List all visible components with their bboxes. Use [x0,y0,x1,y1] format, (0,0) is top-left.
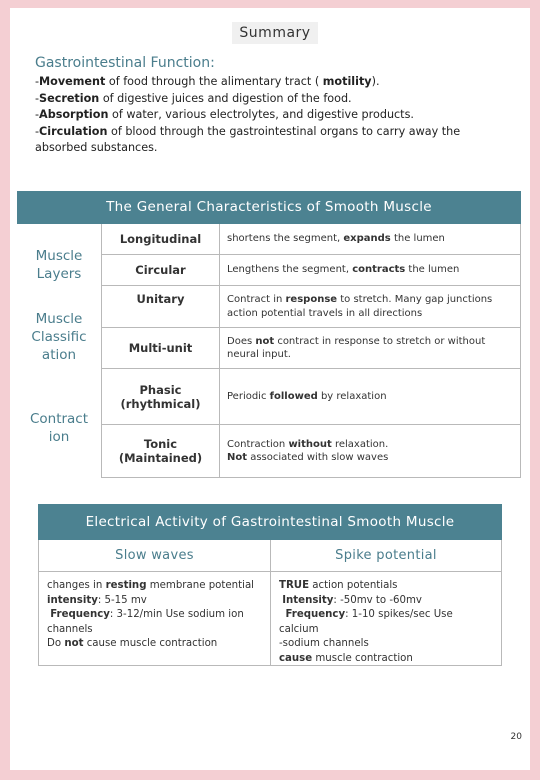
item-keyword: Movement [39,75,106,88]
desc-keyword: Not [227,452,248,463]
col-keyword: Frequency [285,609,346,620]
desc-text: action potential travels in all directions [227,307,423,319]
table-header: Electrical Activity of Gastrointestinal Smooth Muscle [38,504,502,540]
row-name-text: Phasic [139,382,182,397]
row-name-text: Circular [135,263,186,277]
list-item [35,91,515,108]
group-label-line: Muscle [35,311,83,327]
col-text: : 3-12/min Use sodium ion [109,609,244,620]
page-title: Summary [232,22,318,44]
col-keyword: Frequency [50,609,110,620]
col-text: : 1-10 spikes/sec Use calcium [279,609,453,635]
desc-text: relaxation. [331,438,389,450]
col-text: : -50mv to -60mv [333,594,422,606]
row-description [227,255,515,285]
col-keyword: TRUE [279,580,310,591]
row-description [227,425,515,477]
table-header: The General Characteristics of Smooth Muscle [17,191,521,224]
desc-text: Contract in [227,294,286,305]
table-rows [101,224,521,478]
row-name [102,425,220,477]
item-keyword: Absorption [39,108,109,121]
row-name-text: (rhythmical) [120,396,201,411]
column-header: Spike potential [271,540,501,572]
col-text: : 5-15 mv [97,594,147,606]
desc-text: to stretch. Many gap junctions [337,294,493,305]
row-description [227,328,515,368]
table-row [102,224,521,255]
group-label-line: Classific [31,329,87,345]
item-keyword: Circulation [39,124,108,138]
col-text: Do [47,638,65,649]
column-header: Slow waves [39,540,270,572]
col-keyword: Intensity [282,594,334,606]
smooth-muscle-table [17,191,521,478]
desc-text: the lumen [390,233,445,245]
group-label-contraction [17,410,101,446]
item-keyword: Secretion [39,91,100,105]
item-text: of blood through the gastrointestinal organs to carry away the absorbed substances. [35,124,461,154]
row-name [102,369,220,424]
col-keyword: not [64,638,84,649]
row-name-text: Unitary [136,292,185,306]
row-name [102,224,220,254]
page [10,8,530,770]
table-row [102,286,521,328]
gi-function-list [35,74,515,157]
row-name [102,255,220,285]
group-label-line: Contract [29,411,89,427]
bullet: - [35,124,40,138]
bullet: - [35,75,40,88]
item-text: of digestive juices and digestion of the food. [99,91,352,105]
col-text: cause muscle contraction [83,638,218,649]
desc-keyword: not [255,335,275,347]
table-row [102,369,521,425]
row-name-text: Multi-unit [128,341,193,355]
item-text: of water, various electrolytes, and digestive products. [108,108,414,121]
list-item [35,74,515,91]
bullet: - [35,108,40,121]
desc-text: Lengthens the segment, [227,264,353,276]
table-body [17,224,521,478]
desc-text: the lumen [405,264,460,276]
item-keyword: motility [322,75,372,88]
row-name [102,328,220,368]
gi-function-title: Gastrointestinal Function: [35,55,215,71]
desc-text: contract in response to stretch or without [274,335,486,347]
table-row [102,425,521,477]
table-row [102,328,521,369]
group-label-line: ion [48,429,70,445]
desc-text: neural input. [227,349,291,360]
col-text: membrane potential [146,580,255,591]
row-description [227,369,515,424]
desc-text: shortens the segment, [227,233,344,245]
row-name [102,286,220,327]
slow-waves-column [39,540,271,665]
table-row [102,255,521,286]
column-body [271,572,501,666]
row-description [227,286,515,327]
col-keyword: intensity [47,594,98,606]
bullet: - [35,91,40,105]
group-label-line: Muscle [35,248,83,264]
column-body [39,572,270,652]
desc-text: Contraction [227,438,289,450]
page-number: 20 [510,732,522,742]
desc-text: Does [227,335,256,347]
group-label-classification [17,310,101,364]
desc-keyword: without [288,438,332,450]
row-name-text: Tonic [143,437,178,451]
col-text: channels [47,623,93,635]
col-text: action potentials [309,580,398,591]
col-text: changes in [47,580,106,591]
item-text: ). [371,75,380,88]
list-item [35,107,515,124]
table-body [38,540,502,666]
group-label-line: Layers [36,266,82,282]
desc-text: associated with slow waves [247,452,389,463]
desc-keyword: response [285,294,338,305]
desc-keyword: followed [269,390,318,402]
col-text: muscle contraction [312,652,413,664]
list-item [35,124,515,157]
col-keyword: cause [279,652,313,664]
group-label-line: ation [41,347,77,363]
col-keyword: resting [105,580,147,591]
spike-potential-column [271,540,501,665]
group-label-layers [17,247,101,283]
electrical-activity-table [38,504,502,666]
desc-text: by relaxation [317,390,387,402]
row-name-text: (Maintained) [118,451,203,465]
col-text: -sodium channels [279,638,369,649]
row-description [227,224,515,254]
desc-keyword: contracts [352,264,406,276]
desc-text: Periodic [227,390,270,402]
desc-keyword: expands [343,233,391,245]
item-text: of food through the alimentary tract ( [105,75,323,88]
row-name-text: Longitudinal [119,232,202,246]
